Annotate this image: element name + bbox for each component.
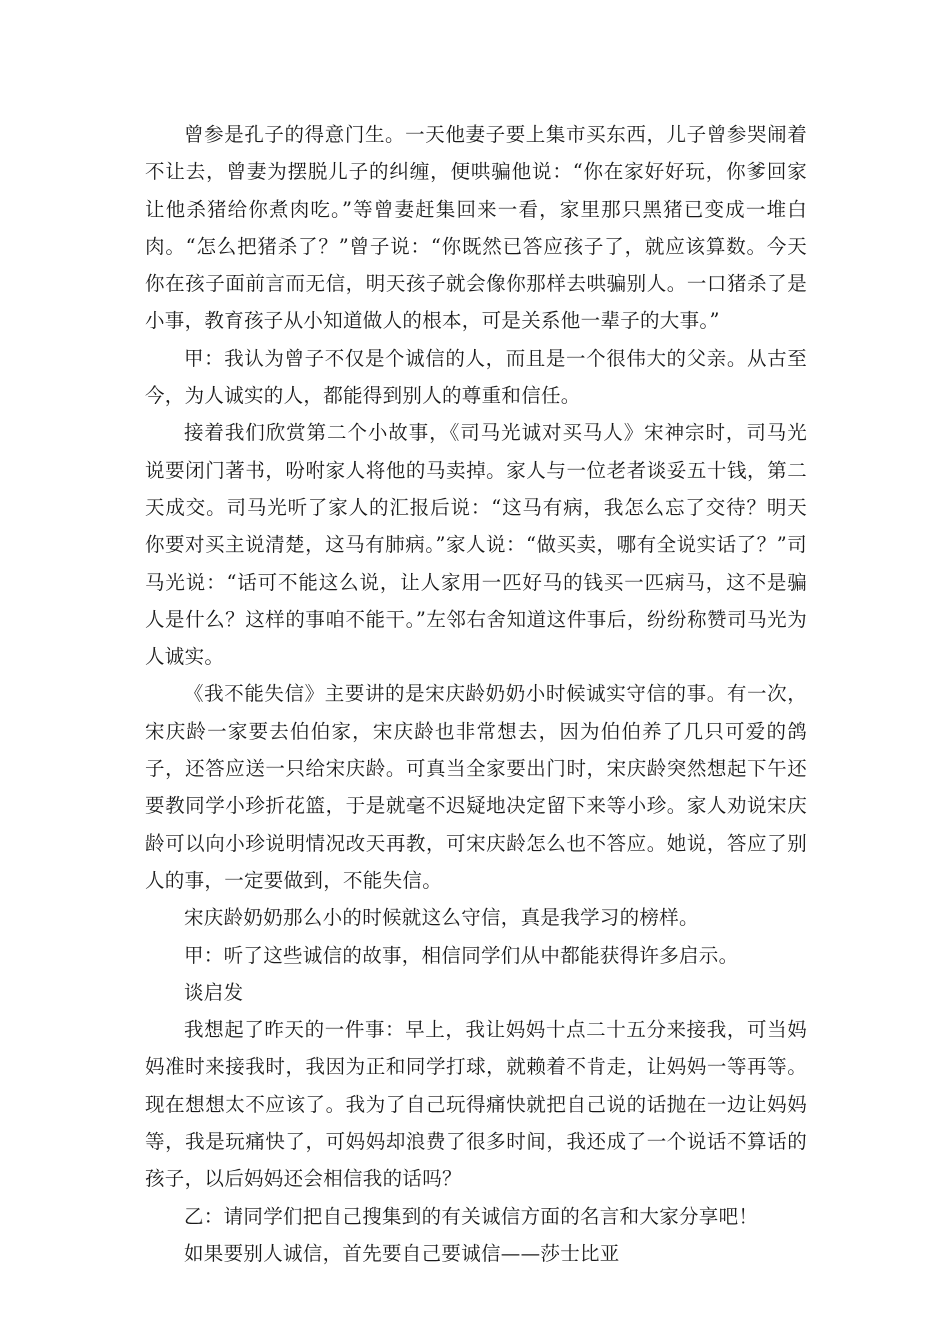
paragraph-songqingling-story: 《我不能失信》主要讲的是宋庆龄奶奶小时候诚实守信的事。有一次，宋庆龄一家要去伯伯家，宋庆龄也非常想去，因为伯伯养了几只可爱的鸽子，还答应送一只给宋庆龄。可真当全家要出门时，宋庆龄突然想起下午还要教同学小珍折花篮，于是就毫不迟疑地决定留下来等小珍。家人劝说宋庆龄可以向小珍说明情况改天再教，可宋庆龄怎么也不答应。她说，答应了别人的事，一定要做到，不能失信。 — [145, 682, 807, 892]
paragraph-jia-comment-1: 甲：我认为曾子不仅是个诚信的人，而且是一个很伟大的父亲。从古至今，为人诚实的人，都能得到别人的尊重和信任。 — [145, 346, 807, 408]
paragraph-simaguang-story: 接着我们欣赏第二个小故事，《司马光诚对买马人》宋神宗时，司马光说要闭门著书，吩咐家人将他的马卖掉。家人与一位老者谈妥五十钱，第二天成交。司马光听了家人的汇报后说：“这马有病，我怎么忘了交待？明天你要对买主说清楚，这马有肺病。”家人说：“做买卖，哪有全说实话了？”司马光说：“话可不能这么说，让人家用一匹好马的钱买一匹病马，这不是骗人是什么？这样的事咱不能干。”左邻右舍知道这件事后，纷纷称赞司马光为人诚实。 — [145, 421, 807, 669]
paragraph-songqingling-comment: 宋庆龄奶奶那么小的时候就这么守信，真是我学习的榜样。 — [184, 906, 699, 930]
section-heading-inspiration: 谈启发 — [184, 980, 244, 1004]
paragraph-jia-comment-2: 甲：听了这些诚信的故事，相信同学们从中都能获得许多启示。 — [184, 943, 739, 967]
paragraph-zengzi-story: 曾参是孔子的得意门生。一天他妻子要上集市买东西，儿子曾参哭闹着不让去，曾妻为摆脱儿子的纠缠，便哄骗他说：“你在家好好玩，你爹回家让他杀猪给你煮肉吃。”等曾妻赶集回来一看，家里那只黑猪已变成一堆白肉。“怎么把猪杀了？”曾子说：“你既然已答应孩子了，就应该算数。今天你在孩子面前言而无信，明天孩子就会像你那样去哄骗别人。一口猪杀了是小事，教育孩子从小知道做人的根本，可是关系他一辈子的大事。” — [145, 123, 807, 333]
paragraph-quote-shakespeare: 如果要别人诚信，首先要自己要诚信——莎士比亚 — [184, 1241, 620, 1265]
paragraph-yi-prompt: 乙：请同学们把自己搜集到的有关诚信方面的名言和大家分享吧！ — [184, 1204, 759, 1228]
paragraph-personal-reflection: 我想起了昨天的一件事：早上，我让妈妈十点二十五分来接我，可当妈妈准时来接我时，我因为正和同学打球，就赖着不肯走，让妈妈一等再等。现在想想太不应该了。我为了自己玩得痛快就把自己说的话抛在一边让妈妈等，我是玩痛快了，可妈妈却浪费了很多时间，我还成了一个说话不算话的孩子，以后妈妈还会相信我的话吗？ — [145, 1018, 807, 1191]
document-body — [145, 116, 807, 1272]
